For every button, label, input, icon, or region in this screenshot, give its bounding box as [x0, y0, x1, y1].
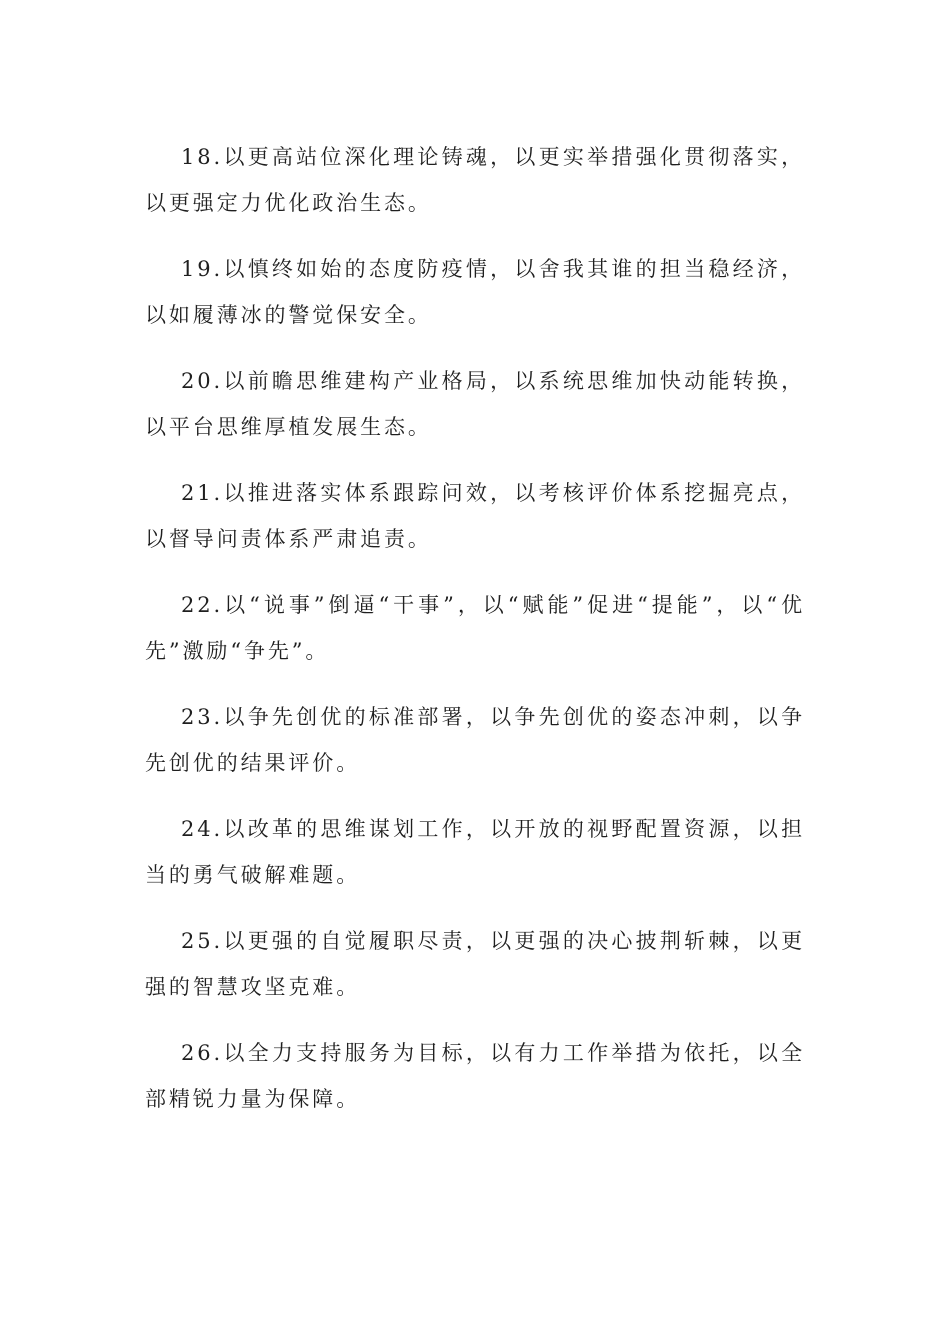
paragraph-20: 20.以前瞻思维建构产业格局，以系统思维加快动能转换，以平台思维厚植发展生态。: [145, 369, 805, 439]
paragraph-26: 26.以全力支持服务为目标，以有力工作举措为依托，以全部精锐力量为保障。: [145, 1041, 805, 1111]
document-body: [145, 134, 805, 1142]
paragraph-19: 19.以慎终如始的态度防疫情，以舍我其谁的担当稳经济，以如履薄冰的警觉保安全。: [145, 257, 805, 327]
paragraph-25: 25.以更强的自觉履职尽责，以更强的决心披荆斩棘，以更强的智慧攻坚克难。: [145, 929, 805, 999]
paragraph-22: 22.以“说事”倒逼“干事”，以“赋能”促进“提能”，以“优先”激励“争先”。: [145, 593, 805, 663]
paragraph-24: 24.以改革的思维谋划工作，以开放的视野配置资源，以担当的勇气破解难题。: [145, 817, 805, 887]
paragraph-18: 18.以更高站位深化理论铸魂，以更实举措强化贯彻落实，以更强定力优化政治生态。: [145, 145, 805, 215]
paragraph-21: 21.以推进落实体系跟踪问效，以考核评价体系挖掘亮点，以督导问责体系严肃追责。: [145, 481, 805, 551]
paragraph-23: 23.以争先创优的标准部署，以争先创优的姿态冲刺，以争先创优的结果评价。: [145, 705, 805, 775]
